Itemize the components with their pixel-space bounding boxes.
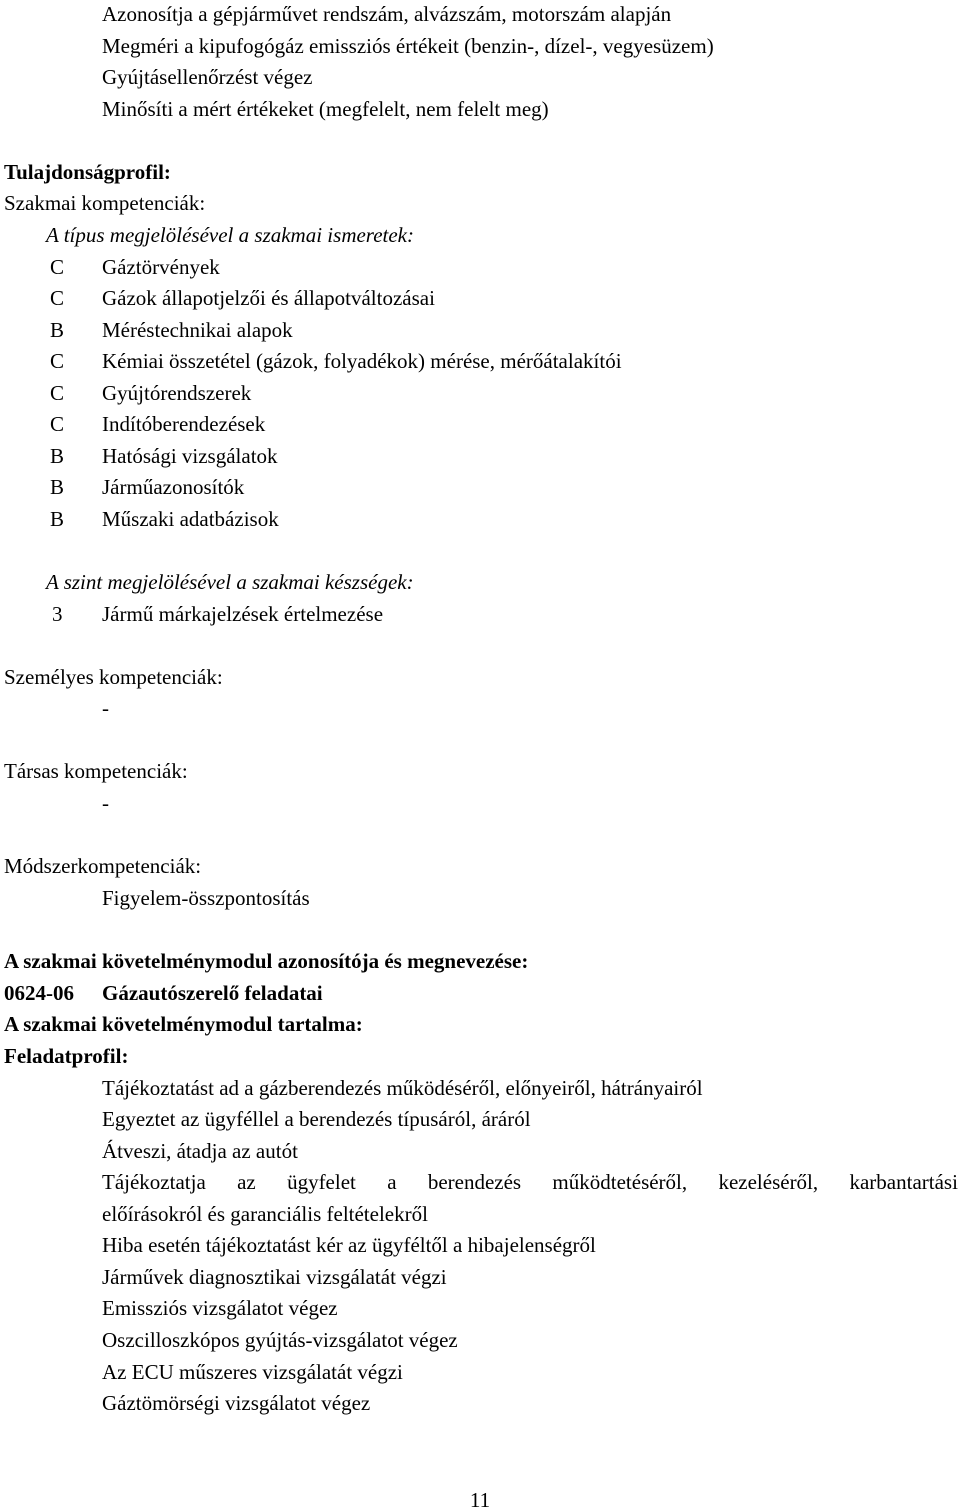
justified-word: ügyfelet	[287, 1170, 356, 1194]
professional-competencies-heading: Szakmai kompetenciák:	[4, 191, 206, 215]
knowledge-code: B	[50, 444, 65, 468]
module-task: Átveszi, átadja az autót	[102, 1139, 298, 1163]
knowledge-code: C	[50, 349, 65, 373]
method-competencies-value: Figyelem-összpontosítás	[102, 886, 310, 910]
justified-word: működtetéséről,	[552, 1170, 688, 1194]
module-task: Emissziós vizsgálatot végez	[102, 1296, 338, 1320]
skill-item: Jármű márkajelzések értelmezése	[102, 602, 384, 626]
module-task: Oszcilloszkópos gyújtás-vizsgálatot végez	[102, 1328, 458, 1352]
property-profile-heading: Tulajdonságprofil:	[4, 160, 171, 184]
intro-task: Azonosítja a gépjárművet rendszám, alvázszám, motorszám alapján	[102, 2, 672, 26]
knowledge-code: B	[50, 475, 65, 499]
page-number: 11	[469, 1488, 491, 1512]
intro-task: Minősíti a mért értékeket (megfelelt, nem felelt meg)	[102, 97, 549, 121]
justified-word: karbantartási	[849, 1170, 958, 1194]
module-id-heading: A szakmai követelménymodul azonosítója és megnevezése:	[4, 949, 529, 973]
knowledge-code: C	[50, 286, 65, 310]
knowledge-item: Gáztörvények	[102, 255, 220, 279]
skill-level: 3	[52, 602, 63, 626]
task-profile-heading: Feladatprofil:	[4, 1044, 129, 1068]
knowledge-item: Gyújtórendszerek	[102, 381, 252, 405]
justified-word: kezeléséről,	[718, 1170, 819, 1194]
knowledge-item: Műszaki adatbázisok	[102, 507, 279, 531]
module-task: Gáztömörségi vizsgálatot végez	[102, 1391, 371, 1415]
knowledge-code: B	[50, 507, 65, 531]
justified-word: berendezés	[427, 1170, 522, 1194]
knowledge-item: Gázok állapotjelzői és állapotváltozásai	[102, 286, 435, 310]
knowledge-code: B	[50, 318, 65, 342]
module-task: Egyeztet az ügyféllel a berendezés típusáról, áráról	[102, 1107, 531, 1131]
intro-task: Gyújtásellenőrzést végez	[102, 65, 313, 89]
module-task-justified	[102, 1172, 958, 1193]
personal-competencies-value: -	[102, 696, 109, 720]
module-task: Járművek diagnosztikai vizsgálatát végzi	[102, 1265, 447, 1289]
skills-heading: A szint megjelölésével a szakmai készségek:	[46, 570, 414, 594]
knowledge-heading: A típus megjelölésével a szakmai ismeretek:	[46, 223, 414, 247]
intro-task: Megméri a kipufogógáz emissziós értékeit (benzin-, dízel-, vegyesüzem)	[102, 34, 714, 58]
justified-word: a	[387, 1170, 397, 1194]
method-competencies-heading: Módszerkompetenciák:	[4, 854, 202, 878]
knowledge-item: Kémiai összetétel (gázok, folyadékok) mérése, mérőátalakítói	[102, 349, 622, 373]
knowledge-item: Méréstechnikai alapok	[102, 318, 293, 342]
social-competencies-value: -	[102, 791, 109, 815]
module-name: Gázautószerelő feladatai	[102, 981, 323, 1005]
knowledge-code: C	[50, 381, 65, 405]
module-content-heading: A szakmai követelménymodul tartalma:	[4, 1012, 363, 1036]
module-task: Tájékoztatást ad a gázberendezés működéséről, előnyeiről, hátrányairól	[102, 1076, 703, 1100]
justified-word: az	[237, 1170, 256, 1194]
knowledge-item: Indítóberendezések	[102, 412, 266, 436]
module-code: 0624-06	[4, 981, 74, 1005]
social-competencies-heading: Társas kompetenciák:	[4, 759, 188, 783]
knowledge-code: C	[50, 412, 65, 436]
justified-word: Tájékoztatja	[102, 1170, 206, 1194]
knowledge-item: Járműazonosítók	[102, 475, 245, 499]
module-task: Az ECU műszeres vizsgálatát végzi	[102, 1360, 403, 1384]
knowledge-item: Hatósági vizsgálatok	[102, 444, 278, 468]
module-task: előírásokról és garanciális feltételekről	[102, 1202, 428, 1226]
module-task: Hiba esetén tájékoztatást kér az ügyféltől a hibajelenségről	[102, 1233, 596, 1257]
personal-competencies-heading: Személyes kompetenciák:	[4, 665, 223, 689]
knowledge-code: C	[50, 255, 65, 279]
